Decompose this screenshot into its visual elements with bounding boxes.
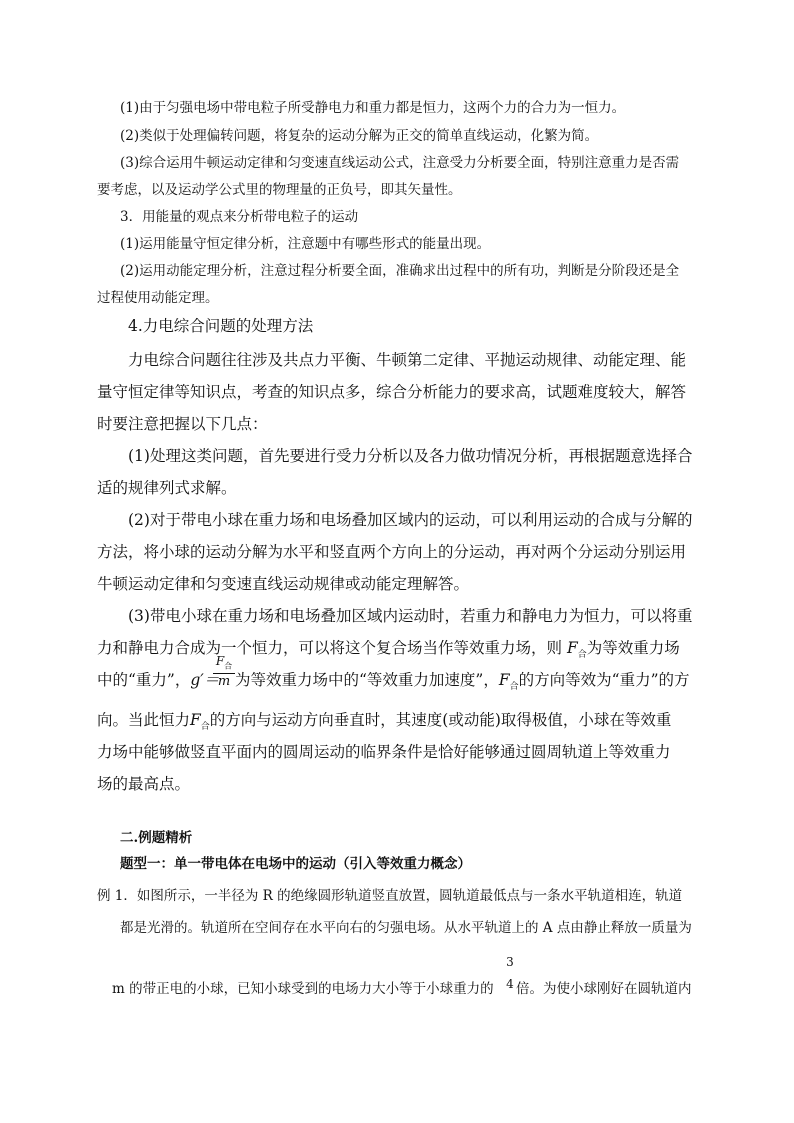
point-3-line4 (97, 708, 671, 732)
fraction-denominator: m (217, 674, 231, 690)
paragraph-item-1: (1)由于匀强电场中带电粒子所受静电力和重力都是恒力，这两个力的合力为一恒力。 (120, 100, 626, 116)
intro-line-3: 时要注意把握以下几点： (97, 415, 268, 433)
point-1-line2: 适的规律列式求解。 (97, 479, 237, 497)
point-2-line3: 牛顿运动定律和匀变速直线运动规律或动能定理解答。 (97, 575, 470, 593)
point-3-line3-text: 中的“重力”， (97, 671, 191, 689)
point-3-line1: (3)带电小球在重力场和电场叠加区域内运动时，若重力和静电力为恒力，可以将重 (128, 607, 693, 625)
energy-heading: 3．用能量的观点来分析带电粒子的运动 (120, 209, 359, 225)
point-3-line6: 场的最高点。 (97, 775, 191, 793)
example-1-line1: 例 1．如图所示，一半径为 R 的绝缘圆形轨道竖直放置，圆轨道最低点与一条水平轨道相连，轨道 (97, 888, 683, 904)
ratio-bar (504, 970, 516, 976)
example-1-line3-start: m 的带正电的小球，已知小球受到的电场力大小等于小球重力的 (112, 981, 494, 997)
resultant-force-symbol: F (498, 671, 510, 689)
point-2-line2: 方法，将小球的运动分解为水平和竖直两个方向上的分运动，再对两个分运动分别运用 (97, 543, 687, 561)
point-2-line1: (2)对于带电小球在重力场和电场叠加区域内的运动，可以利用运动的合成与分解的 (128, 511, 693, 529)
point-3-line2 (97, 636, 680, 660)
point-3-line3-tail: 的方向等效为“重力”的方 (518, 671, 690, 689)
resultant-subscript: 合 (509, 682, 519, 693)
point-3-line4-text: 向。当此恒力 (97, 711, 191, 729)
point-3-line2-tail: 为等效重力场 (586, 639, 680, 657)
point-3-line2-text: 力和静电力合成为一个恒力，可以将这个复合场当作等效重力场，则 (97, 639, 563, 657)
energy-item-2-line2: 过程使用动能定理。 (97, 290, 219, 306)
paragraph-item-3-line2: 要考虑，以及运动学公式里的物理量的正负号，即其矢量性。 (97, 182, 462, 198)
point-3-line3-start (97, 668, 219, 690)
examples-heading: 二.例题精析 (120, 830, 193, 846)
resultant-subscript: 合 (200, 722, 210, 733)
resultant-subscript: 合 (577, 650, 587, 661)
paragraph-item-3-line1: (3)综合运用牛顿运动定律和匀变速直线运动公式，注意受力分析要全面，特别注意重力是否需 (120, 155, 680, 171)
section-4-heading: 4.力电综合问题的处理方法 (128, 317, 314, 335)
ratio-fraction (504, 956, 516, 991)
equivalent-gravity-fraction (213, 655, 235, 689)
point-3-line3-mid: 为等效重力场中的“等效重力加速度”， (235, 671, 499, 689)
point-3-line3-end (235, 668, 690, 692)
ratio-denominator: 4 (506, 977, 514, 991)
intro-line-2: 量守恒定律等知识点，考查的知识点多，综合分析能力的要求高，试题难度较大，解答 (97, 383, 687, 401)
point-1-line1: (1)处理这类问题，首先要进行受力分析以及各力做功情况分析，再根据题意选择合 (128, 447, 693, 465)
problem-type-1-heading: 题型一：单一带电体在电场中的运动（引入等效重力概念） (120, 856, 471, 872)
example-1-line3-end: 倍。为使小球刚好在圆轨道内 (516, 981, 692, 997)
intro-line-1: 力电综合问题往往涉及共点力平衡、牛顿第二定律、平抛运动规律、动能定理、能 (128, 351, 687, 369)
example-1-line2: 都是光滑的。轨道所在空间存在水平向右的匀强电场。从水平轨道上的 A 点由静止释放一质量为 (120, 920, 692, 936)
ratio-numerator: 3 (506, 955, 514, 969)
point-3-line4-tail: 的方向与运动方向垂直时，其速度(或动能)取得极值，小球在等效重 (209, 711, 672, 729)
resultant-force-symbol: F (566, 639, 578, 657)
fraction-numerator: $F_合$ (215, 654, 233, 671)
g-prime-equals: g′＝ (190, 671, 220, 689)
resultant-force-symbol: F (190, 711, 201, 729)
energy-item-2-line1: (2)运用动能定理分析，注意过程分析要全面，准确求出过程中的所有功，判断是分阶段还是全 (120, 263, 680, 279)
paragraph-item-2: (2)类似于处理偏转问题，将复杂的运动分解为正交的简单直线运动，化繁为简。 (120, 128, 599, 144)
point-3-line5: 力场中能够做竖直平面内的圆周运动的临界条件是恰好能够通过圆周轨道上等效重力 (97, 743, 671, 761)
energy-item-1: (1)运用能量守恒定律分析，注意题中有哪些形式的能量出现。 (120, 236, 491, 252)
